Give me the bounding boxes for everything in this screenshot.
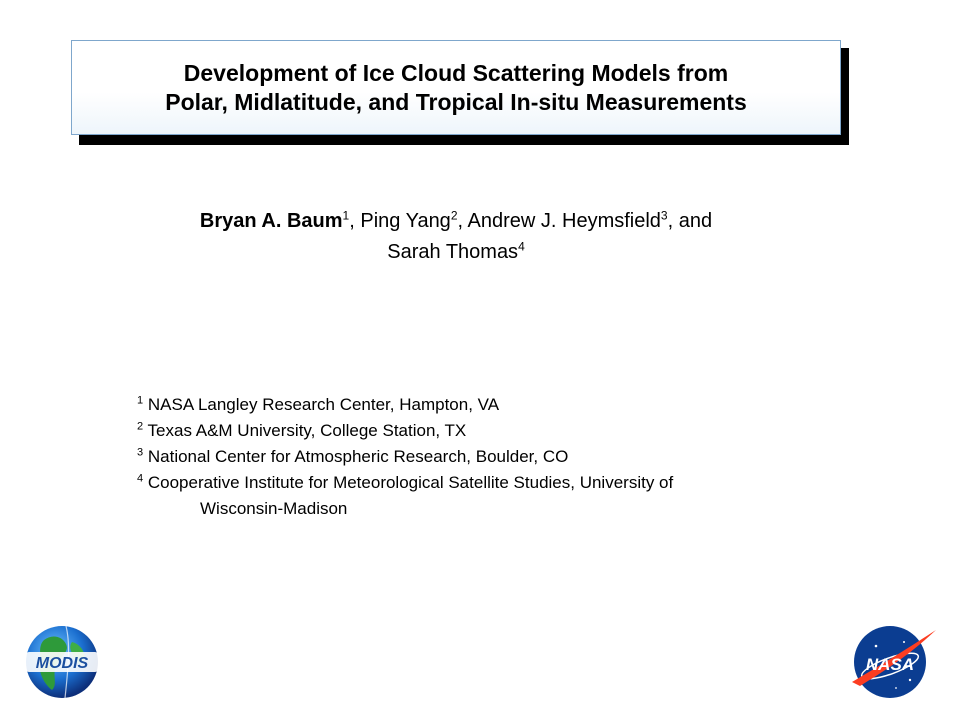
author-sep: , [349,210,361,232]
affiliation-item [137,418,857,444]
affiliation-text: Cooperative Institute for Meteorological Satellite Studies, University of [147,473,674,492]
author-affil-sup: 3 [660,208,668,223]
author-sep: , [457,210,468,232]
affiliation-item [137,392,857,418]
author-affil-sup: 1 [342,208,350,223]
affiliation-number: 1 [137,394,144,407]
affiliation-number: 2 [137,420,144,433]
affiliation-list [137,392,857,522]
nasa-logo-icon [846,622,938,702]
affiliation-item [137,444,857,470]
author-name: Andrew J. Heymsfield [467,210,661,232]
affiliation-continuation: Wisconsin-Madison [200,499,348,518]
affiliation-item [137,470,857,496]
affiliation-number: 4 [137,472,144,485]
author-name: Ping Yang [360,210,451,232]
affiliation-text: Texas A&M University, College Station, TX [147,421,467,440]
author-sep: , and [667,210,713,232]
modis-logo-icon [22,622,102,702]
affiliation-text: National Center for Atmospheric Research, Boulder, CO [147,447,569,466]
author-affil-sup: 2 [450,208,458,223]
nasa-logo-text: NASA [865,655,915,674]
affiliation-text: NASA Langley Research Center, Hampton, VA [147,395,500,414]
author-name: Sarah Thomas [387,241,519,263]
author-list [100,206,812,268]
title-line-1: Development of Ice Cloud Scattering Models from [183,59,729,86]
title-box [71,40,841,135]
affiliation-number: 3 [137,446,144,459]
author-affil-sup: 4 [518,239,525,254]
author-name: Bryan A. Baum [199,210,343,232]
title-line-2: Polar, Midlatitude, and Tropical In-situ Measurements [165,88,747,115]
modis-logo-text: MODIS [35,655,89,672]
